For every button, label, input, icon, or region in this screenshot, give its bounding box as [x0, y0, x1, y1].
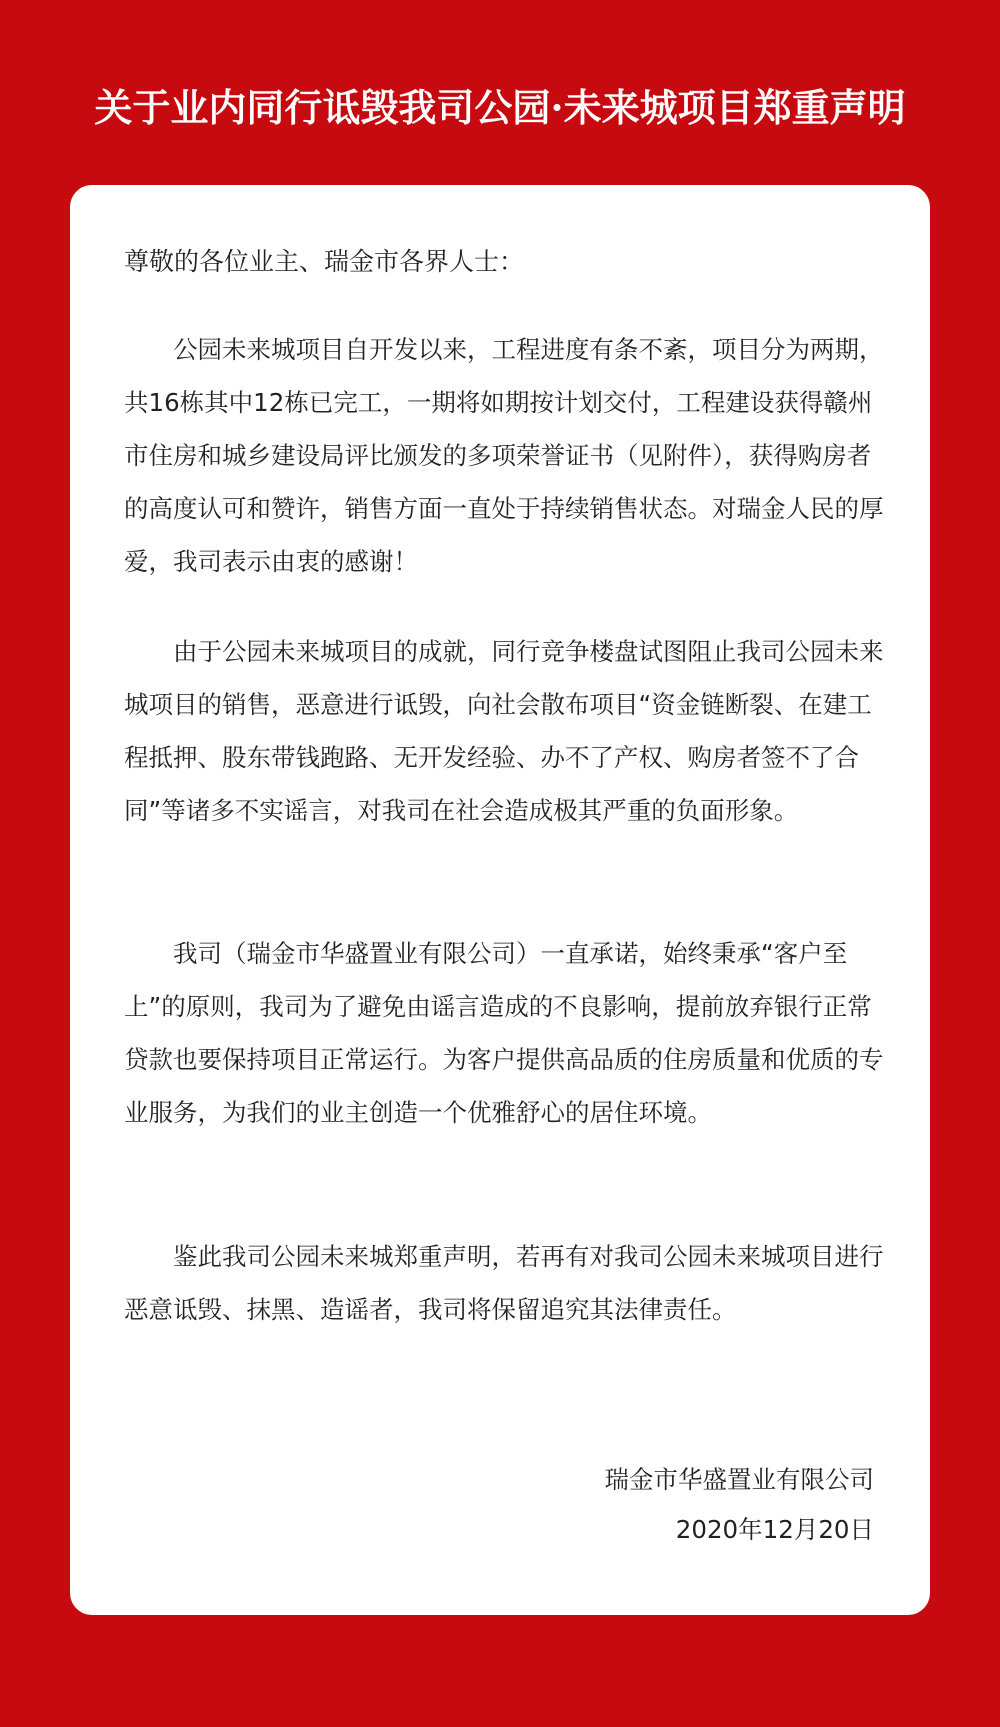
greeting: 尊敬的各位业主、瑞金市各界人士：: [124, 247, 525, 276]
signature-company: 瑞金市华盛置业有限公司: [604, 1465, 874, 1494]
statement-card: [70, 185, 930, 1615]
page-title: 关于业内同行诋毁我司公园·未来城项目郑重声明: [94, 85, 906, 130]
paragraph-commitment: 我司（瑞金市华盛置业有限公司）一直承诺，始终秉承“客户至上”的原则，我司为了避免由谣言造成的不良影响，提前放弃银行正常贷款也要保持项目正常运行。为客户提供高品质的住房质量和优质的专业服务，为我们的业主创造一个优雅舒心的居住环境。: [124, 939, 884, 1127]
signature-block: [605, 1455, 875, 1555]
signature-date: 2020年12月20日: [675, 1515, 874, 1544]
paragraph-legal-notice: 鉴此我司公园未来城郑重声明，若再有对我司公园未来城项目进行恶意诋毁、抹黑、造谣者，我司将保留追究其法律责任。: [124, 1242, 884, 1324]
paragraph-rumors: 由于公园未来城项目的成就，同行竞争楼盘试图阻止我司公园未来城项目的销售，恶意进行诋毁，向社会散布项目“资金链断裂、在建工程抵押、股东带钱跑路、无开发经验、办不了产权、购房者签不了合同”等诸多不实谣言，对我司在社会造成极其严重的负面形象。: [124, 637, 884, 825]
paragraph-project-progress: 公园未来城项目自开发以来，工程进度有条不紊，项目分为两期，共16栋其中12栋已完工，一期将如期按计划交付，工程建设获得赣州市住房和城乡建设局评比颁发的多项荣誉证书（见附件），获得购房者的高度认可和赞许，销售方面一直处于持续销售状态。对瑞金人民的厚爱，我司表示由衷的感谢！: [124, 335, 884, 576]
